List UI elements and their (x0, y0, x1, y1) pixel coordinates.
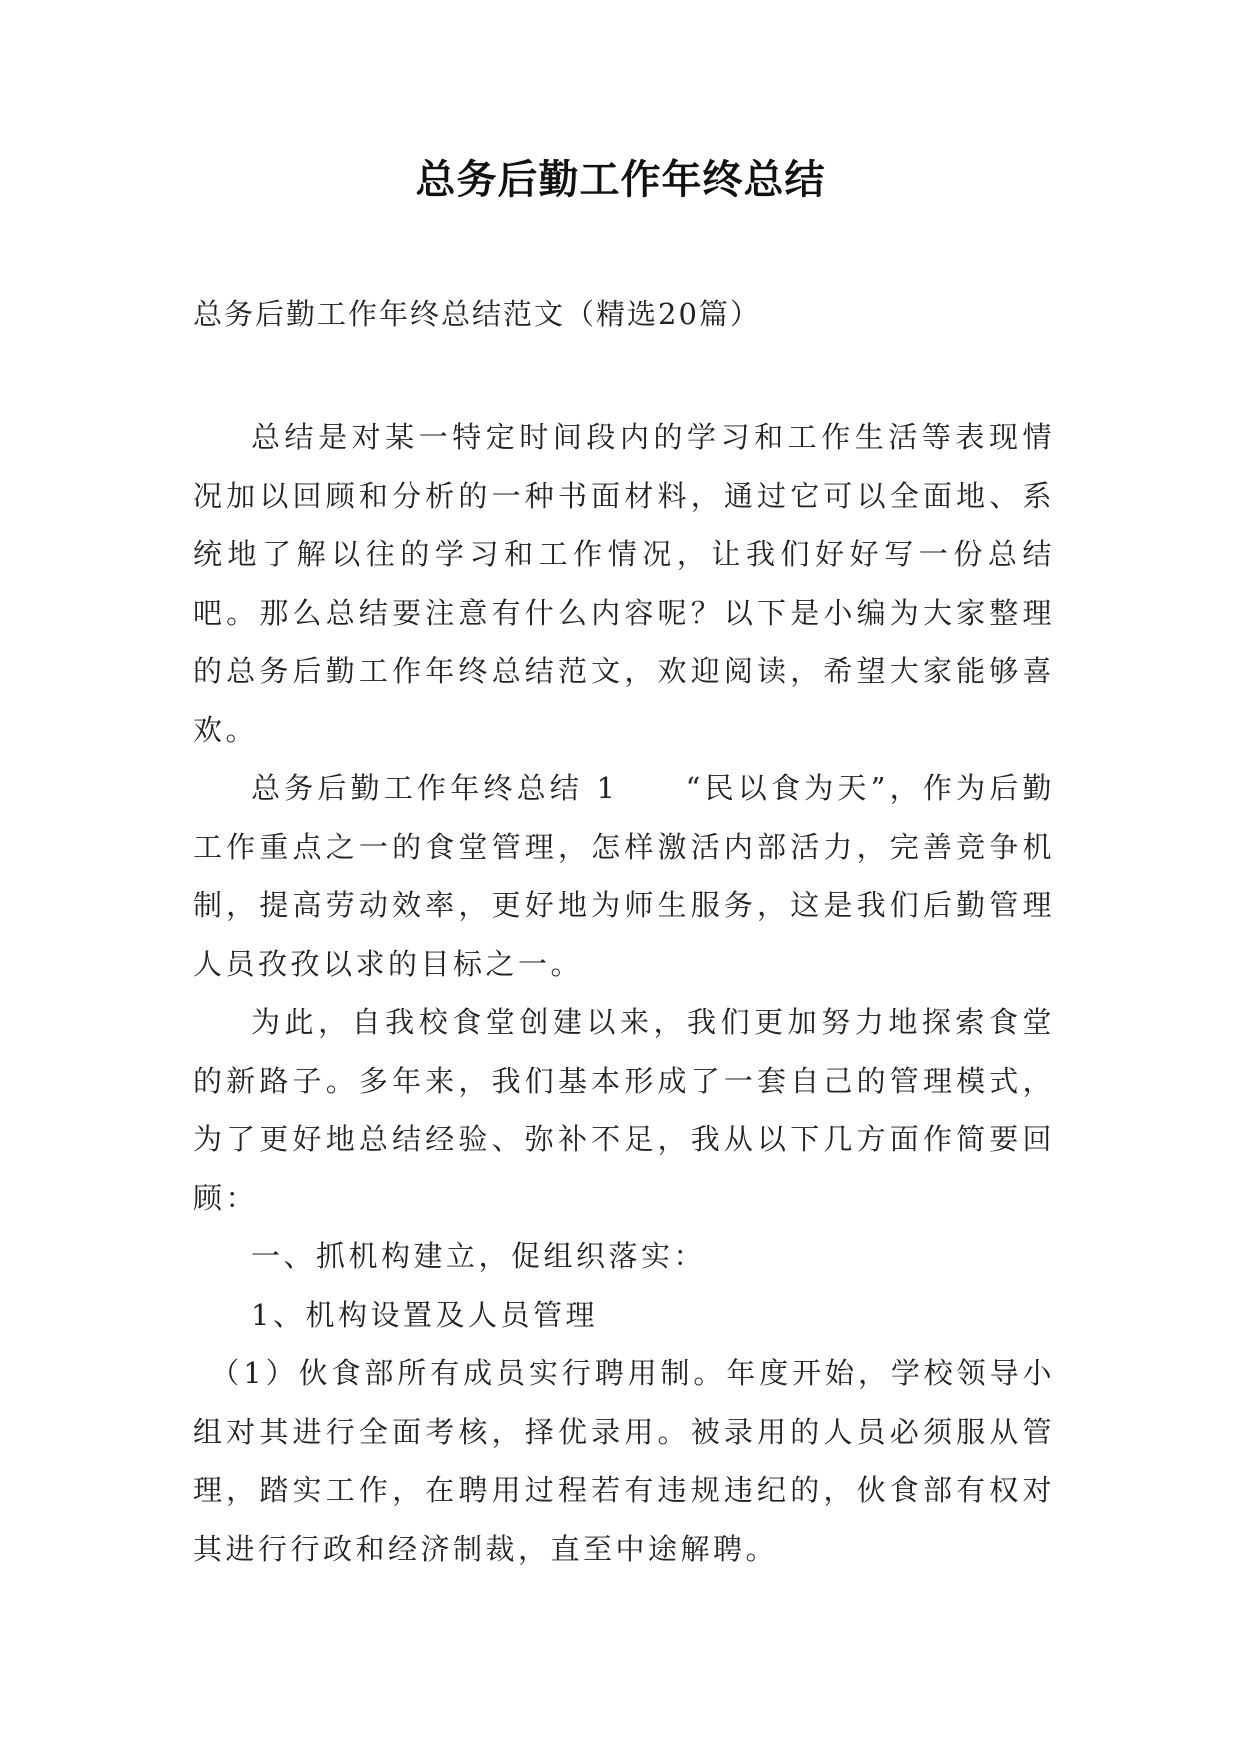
subsection-heading-1: 1、机构设置及人员管理 (251, 1297, 598, 1332)
section-heading-1: 一、抓机构建立，促组织落实： (251, 1239, 707, 1273)
document-body (193, 408, 1055, 1578)
document-title: 总务后勤工作年终总结 (415, 157, 826, 203)
document-subtitle: 总务后勤工作年终总结范文（精选20篇） (193, 297, 761, 331)
paragraph-summary-1: 总务后勤工作年终总结 1 “民以食为天”，作为后勤工作重点之一的食堂管理，怎样激活内部活力，完善竞争机制，提高劳动效率，更好地为师生服务，这是我们后勤管理人员孜孜以求的目标之一。 (193, 771, 1055, 981)
paragraph-intro: 总结是对某一特定时间段内的学习和工作生活等表现情况加以回顾和分析的一种书面材料，通过它可以全面地、系统地了解以往的学习和工作情况，让我们好好写一份总结吧。那么总结要注意有什么内容呢？以下是小编为大家整理的总务后勤工作年终总结范文，欢迎阅读，希望大家能够喜欢。 (193, 420, 1055, 747)
paragraph-canteen: 为此，自我校食堂创建以来，我们更加努力地探索食堂的新路子。多年来，我们基本形成了一套自己的管理模式，为了更好地总结经验、弥补不足，我从以下几方面作简要回顾： (193, 1005, 1055, 1215)
paragraph-staff-management: （1）伙食部所有成员实行聘用制。年度开始，学校领导小组对其进行全面考核，择优录用。被录用的人员必须服从管理，踏实工作，在聘用过程若有违规违纪的，伙食部有权对其进行行政和经济制裁，直至中途解聘。 (193, 1356, 1055, 1566)
